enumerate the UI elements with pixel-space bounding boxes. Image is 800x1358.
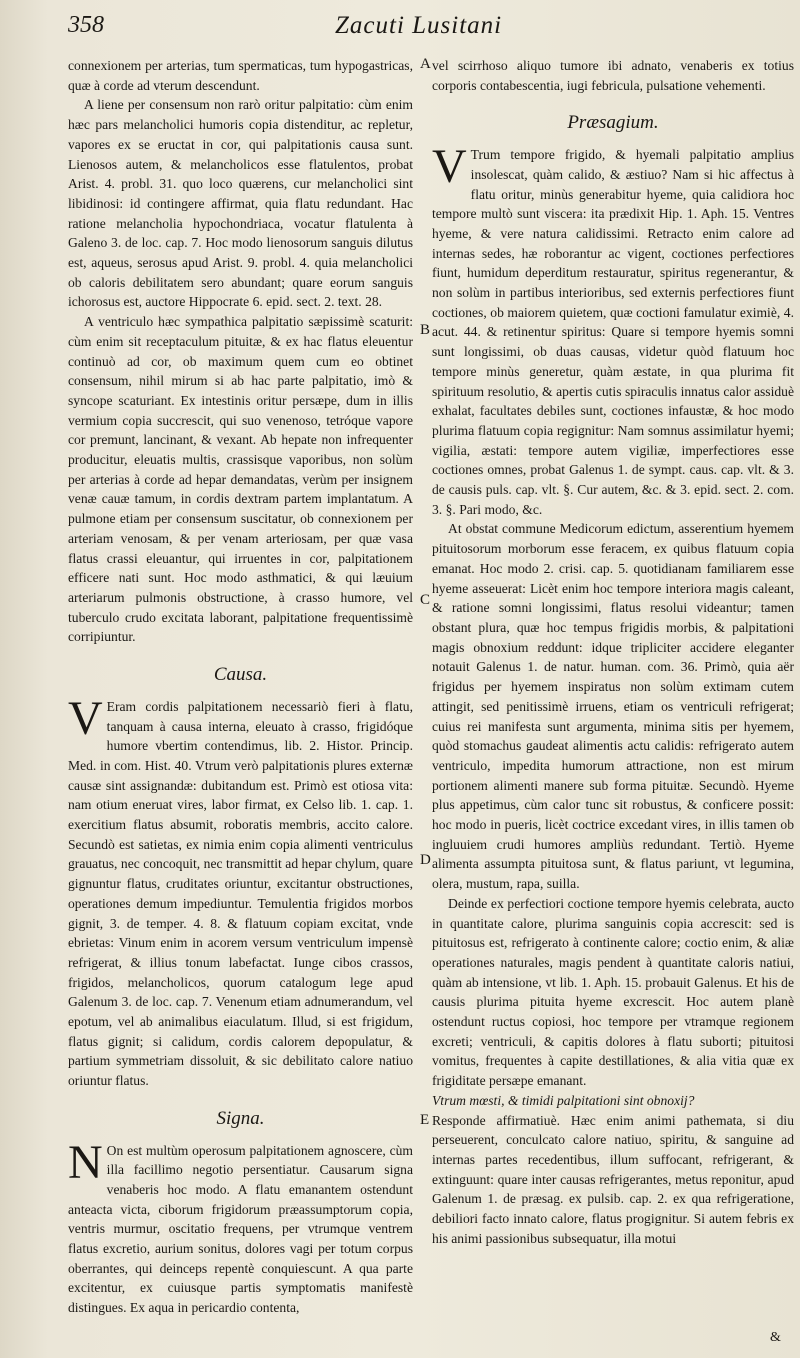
question-line: Vtrum mœsti, & timidi palpitationi sint obnoxij? xyxy=(432,1092,695,1108)
drop-cap: V xyxy=(68,691,103,745)
paragraph: At obstat commune Medicorum edictum, asserentium hyemem pituitosorum morborum esse feracem, ex quibus flatuum copia emanat. Hoc modo 2. crisi. cap. 5. quotidianam familiarem esse hyeme asseuerat: Licèt enim hoc tempore interiora magis caleant, & ratione somni longissimi, flatus resolui videantur; tamen obstant plura, quæ hoc tempus frigidis morbis, & palpitationi magis obnoxium reddunt: idque tripliciter accidere eleganter notauit Galenus 1. de natur. human. com. 36. Primò, quia aër frigidus per hyemem inspiratus non solùm extimam cutem attingit, sed penitissimè irruens, etiam os ventriculi refrigerat; cuius rei manifesta sunt argumenta, minima sitis per hyemem, quòd stomachus gaudeat alimentis actu calidis: refrigerato autem ventriculo, impedita humorum attractione, non est mirum portionem alimenti manere sub forma pituitæ. Secundò. Hyeme plus appetimus, cùm calor tunc sit robustus, & conficere possit: hoc modo in pueris, licèt coctrice excedant vires, in illis tamen ob ingluuiem crudi humores ampliùs redundant. Tertiò. Hyeme alimenta assumpta pituitosa sunt, & flatus pariunt, vt legumina, olera, mustum, rapa, suilla. xyxy=(432,521,794,892)
paragraph: connexionem per arterias, tum spermaticas, tum hypogastricas, quæ à corde ad vterum descendunt. xyxy=(68,58,413,93)
margin-letter-d: D xyxy=(420,852,431,868)
paragraph-text: On est multùm operosum palpitationem agnoscere, cùm illa facillimo negotio persentiatur. Causarum signa venaberis hoc modo. A flatu emanantem ostendunt anteacta victa, ciborum frigidorum præassumptorum copia, ventris murmur, oscitatio frequens, per vtrumque ventrem flatus excretio, aurium sonitus, dolores vagi per totum corpus oberrantes, qui deinceps repentè conquiescunt. A qua parte excitentur, ex cuiusque partis symptomatis manifestè distingues. Ex aqua in pericardio contenta, xyxy=(68,1142,413,1316)
drop-cap: V xyxy=(432,140,467,194)
paragraph: A ventriculo hæc sympathica palpitatio sæpissimè scaturit: cùm enim sit receptaculum pituitæ, & ex hac flatus eleuentur continuò ad cor, ob maximum quem cum eo obtinet consensum, nihil mirum si ab hac parte palpitatio, imò & syncope scaturiant. Ex intestinis oritur persæpe, dum in illis vermium copia succrescit, qui suo venenoso, tetróque vapore cor premunt, lancinant, & vexant. Ab hepate non infrequenter producitur, eleuatis multis, crassisque vaporibus, non solùm per arterias à corde ad hepar demandatas, verùm per insignem venæ cauæ tamum, in cordis dextram partem implantatum. A pulmone etiam per consensum suscitatur, ob connexionem per arteriam venosam, & per venam arteriosam, per quæ vasa flatus crassi eleuantur, qui irruentes in cor, palpitationem efficere nati sunt. Hoc modo asthmatici, & qui læuium arteriarum pulmonis obstructione, à crasso humore, vel tuberculo crudo excitata laborant, palpitatione frequentissimè corripiuntur. xyxy=(68,314,413,645)
paragraph-praesagium xyxy=(432,140,794,519)
margin-letter-b: B xyxy=(420,322,431,338)
page-number: 358 xyxy=(68,12,104,38)
catchword: & xyxy=(770,1330,781,1345)
drop-cap: N xyxy=(68,1135,103,1189)
paragraph-text: Trum tempore frigido, & hyemali palpitatio amplius insolescat, quàm calido, & æstiuo? Nam si hic affectus à flatu oritur, minùs generabitur hyeme, quia calidiora hoc tempore multò sunt viscera: ita prædixit Hip. 1. Aph. 15. Ventres hyeme, & vere natura calidissimi. Retracto enim calore ad internas sedes, hæ roborantur ac vigent, coctiones perfectiores fiunt, humidum deperditum restauratur, spiritus regenerantur, & non solùm in partibus interioribus, sed externis perfectiores fiunt coctiones, ob maiorem quietem, quæ coctioni famulatur eximiè, 4. acut. 44. & retinentur spiritus: Quare si tempore hyemis somni sunt longissimi, ob duas causas, videtur quòd flatuum hoc tempore minùs generetur, quàm æstate, in qua plurima fit spirituum resolutio, & apertis cutis spiraculis innatus calor assiduè exhalat, facultates debiles sunt, coctiones infaustæ, & hoc modo plurima flatuum copia regignitur: Nam somnus assimilatur hyemi; vigilia, æstati: tempore autem vigiliæ, imperfectiores esse coctiones omnes, probat Galenus 1. de sympt. caus. cap. vlt. & 3. de causis puls. cap. vlt. §. Cur autem, &c. & 3. epid. sect. 2. com. 3. §. Pari modo, &c. xyxy=(432,147,794,517)
paragraph-signa xyxy=(68,1135,413,1318)
left-column xyxy=(68,56,413,1318)
paragraph-causa xyxy=(68,691,413,1091)
section-heading-signa: Signa. xyxy=(216,1107,265,1129)
margin-letter-e: E xyxy=(420,1112,430,1128)
paragraph: Responde affirmatiuè. Hæc enim animi pathemata, si diu perseuerent, conculcato calore natiuo, spiritu, & sanguine ad internas partes recedentibus, illum suffocant, refrigerant, & extinguunt: quare inter causas refrigerantes, metus reponitur, apud Galenum 1. de præsag. ex pulsib. cap. 2. ex qua refrigeratione, debiliori facto innato calore, flatus progignitur. Si autem febris ex his animi passionibus subsequatur, illa motui xyxy=(432,1112,794,1246)
paragraph: Deinde ex perfectiori coctione tempore hyemis celebrata, aucto in quantitate calore, plurima sanguinis copia accrescit: sed is pituitosus est, refrigerato à continente calore; coctio enim, & aliæ operationes naturales, magis pendent à quantitate caloris natiui, quàm ab intensione, vt lib. 1. Aph. 15. probauit Galenus. Et his de causis plurima pituita hyeme excrescit. Hoc autem planè ostendunt ructus copiosi, hoc tempore per vtramque regionem excreti; ventriculi, & capitis dolores à flatu suborti; pituitosi vomitus, frequentes à capite destillationes, & alia vitia quæ ex frigiditate persæpe emanant. xyxy=(432,895,794,1089)
paragraph-text: Eram cordis palpitationem necessariò fieri à flatu, tanquam à causa interna, eleuato à crasso, frigidóque humore vbertim contendimus, lib. 2. Histor. Princip. Med. in com. Hist. 40. Vtrum verò palpitationis plures externæ causæ sint assignandæ: dubitandum est. Primò est otiosa vita: nam otium eneruat vires, labor firmat, ex Celso lib. 1. cap. 1. exercitium flatus absumit, roboratis membris, accito calore. Secundò est satietas, ex nimia enim copia alimenti ventriculus grauatus, nec concoquit, nec transmittit ad hepar chylum, quare gignuntur flatus, cruditates oriuntur, excitantur obstructiones, operationes demum impediuntur. Temulentia frigidos morbos gignit, 3. de temper. 4. 8. & flatuum copiam excitat, vnde ebrietas: Vinum enim in acorem versum ventriculum impensè refrigerat, & illius tonum labefactat. Iunge cibos crassos, frigidos, melancholicos, quorum catalogum lege apud Galenum 3. de loc. cap. 7. Venenum etiam adnumerandum, vel epotum, vel ab animalibus eiaculatum. Illud, si est frigidum, flatus gignit; si calidum, cordis calorem depopulatur, & partium symmetriam dissoluit, & sic debilitato calore natiuo oriuntur flatus. xyxy=(68,698,413,1089)
section-heading-praesagium: Præsagium. xyxy=(567,112,659,134)
margin-letter-a: A xyxy=(420,56,431,72)
margin-letter-c: C xyxy=(420,592,431,608)
page-header xyxy=(60,10,780,44)
right-column xyxy=(432,56,794,1248)
paragraph: vel scirrhoso aliquo tumore ibi adnato, venaberis ex totius corporis contabescentia, iugi febricula, pulsatione vehementi. xyxy=(432,58,794,93)
section-heading-causa: Causa. xyxy=(213,664,268,686)
paragraph: A liene per consensum non rarò oritur palpitatio: cùm enim hæc pars melancholici humoris copia distenditur, ac repletur, vapores ex se eructat in cor, qui palpitationis causa sunt. Lienosos autem, & melancholicos esse flatulentos, probat Arist. 4. probl. 31. quo loco quærens, cur melancholici sint libidinosi: id contingere affirmat, quia flatu redundant. Hac ratione melancholia hypochondriaca, vocatur flatulenta à Galeno 3. de loc. cap. 7. Hoc modo lienosorum sanguis dilutus est, aqueus, serosus apud Arist. 9. probl. 4. quia melancholici ob caloris debilitatem sero abundant; quare eorum sanguis ichorosus est, auctore Hippocrate 6. epid. sect. 2. text. 28. xyxy=(68,97,413,310)
running-title: Zacuti Lusitani xyxy=(335,12,503,39)
